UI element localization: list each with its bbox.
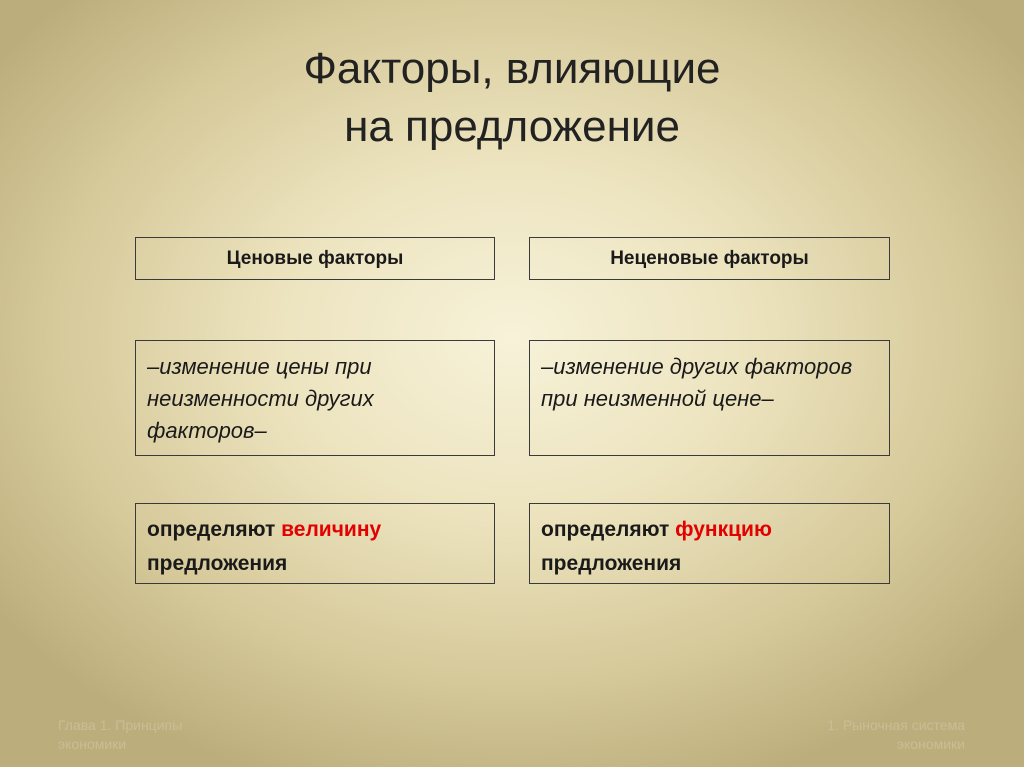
slide-title-line2: на предложение xyxy=(344,102,680,151)
slide-title xyxy=(0,40,1024,156)
price-factors-effect-prefix: определяют xyxy=(147,518,282,541)
footer-page-number: 21 xyxy=(504,726,520,742)
price-factors-header xyxy=(135,237,495,280)
nonprice-factors-header-label: Неценовые факторы xyxy=(610,247,809,269)
footer-chapter: Глава 1. Принципы экономики xyxy=(58,717,183,752)
nonprice-factors-description-text: –изменение других факторов при неизменной цене– xyxy=(541,354,853,411)
nonprice-factors-header xyxy=(529,237,890,280)
price-factors-description xyxy=(135,340,495,456)
nonprice-factors-description xyxy=(529,340,890,456)
price-factors-effect xyxy=(135,503,495,584)
footer-section: 1. Рыночная система экономики xyxy=(827,717,965,752)
slide-title-line1: Факторы, влияющие xyxy=(303,44,721,93)
nonprice-factors-effect-highlight: функцию xyxy=(675,518,772,541)
nonprice-factors-effect-prefix: определяют xyxy=(541,518,676,541)
price-factors-description-text: –изменение цены при неизменности других факторов– xyxy=(147,354,374,443)
nonprice-factors-effect-suffix: предложения xyxy=(541,552,682,575)
price-factors-effect-highlight: величину xyxy=(281,518,382,541)
price-factors-header-label: Ценовые факторы xyxy=(226,247,404,269)
price-factors-effect-suffix: предложения xyxy=(147,552,288,575)
nonprice-factors-effect xyxy=(529,503,890,584)
